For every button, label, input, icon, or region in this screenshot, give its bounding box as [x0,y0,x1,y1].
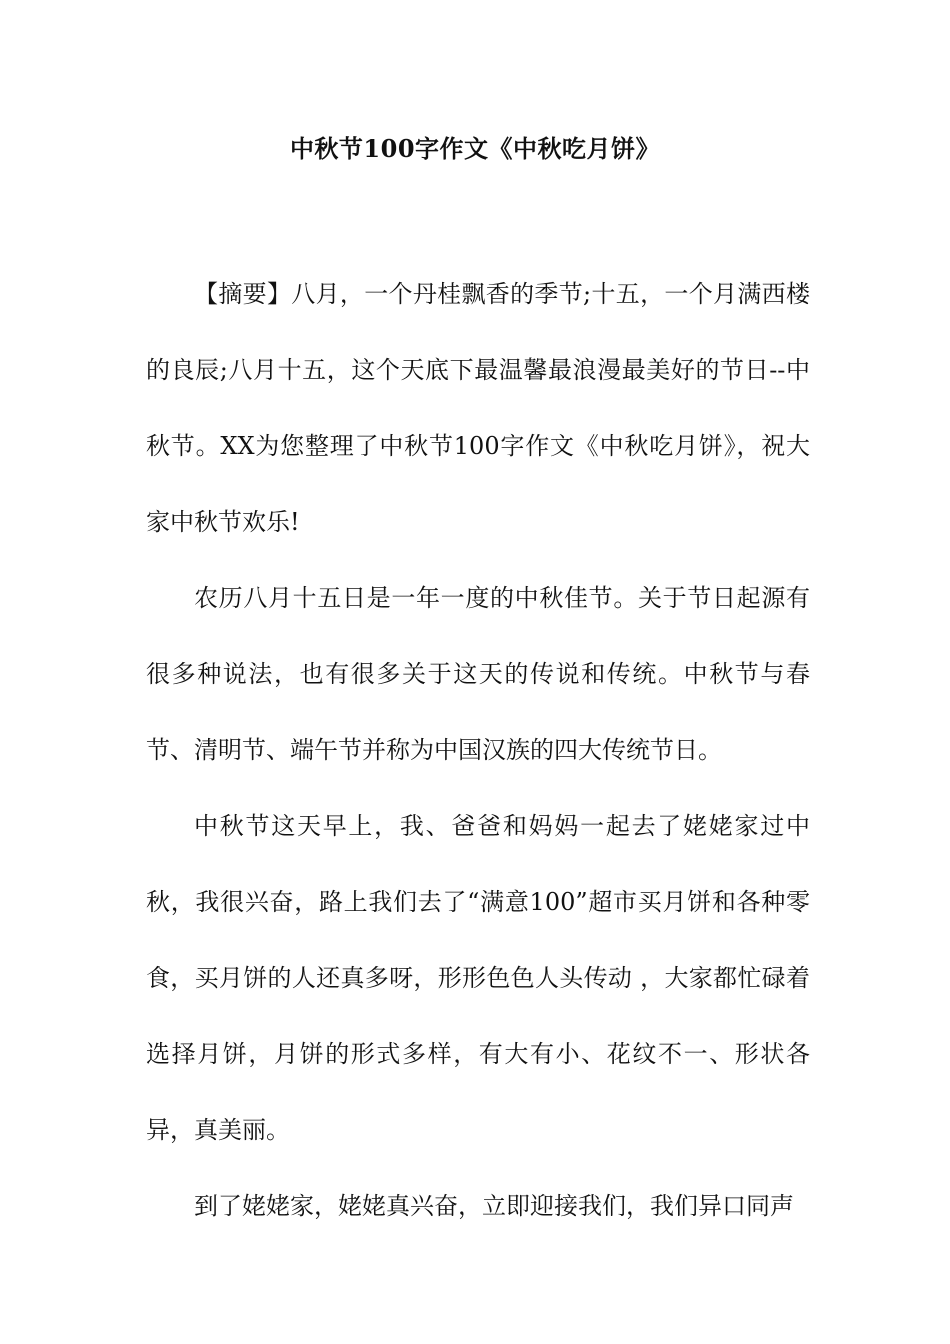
body-paragraph: 农历八月十五日是一年一度的中秋佳节。关于节日起源有很多种说法，也有很多关于这天的传说和传统。中秋节与春节、清明节、端午节并称为中国汉族的四大传统节日。 [146,584,810,764]
body-paragraph: 到了姥姥家，姥姥真兴奋，立即迎接我们，我们异口同声 [194,1192,794,1220]
document-body [146,256,810,1244]
document-title: 中秋节100字作文《中秋吃月饼》 [289,134,661,163]
body-paragraph: 中秋节这天早上，我、爸爸和妈妈一起去了姥姥家过中秋，我很兴奋，路上我们去了“满意100”超市买月饼和各种零食，买月饼的人还真多呀，形形色色人头传动 ，大家都忙碌着选择月饼，月饼的形式多样，有大有小、花纹不一、形状各异，真美丽。 [146,812,810,1144]
abstract-paragraph: 【摘要】八月，一个丹桂飘香的季节;十五，一个月满西楼的良辰;八月十五，这个天底下最温馨最浪漫最美好的节日--中秋节。XX为您整理了中秋节100字作文《中秋吃月饼》，祝大家中秋节欢乐! [146,280,810,536]
